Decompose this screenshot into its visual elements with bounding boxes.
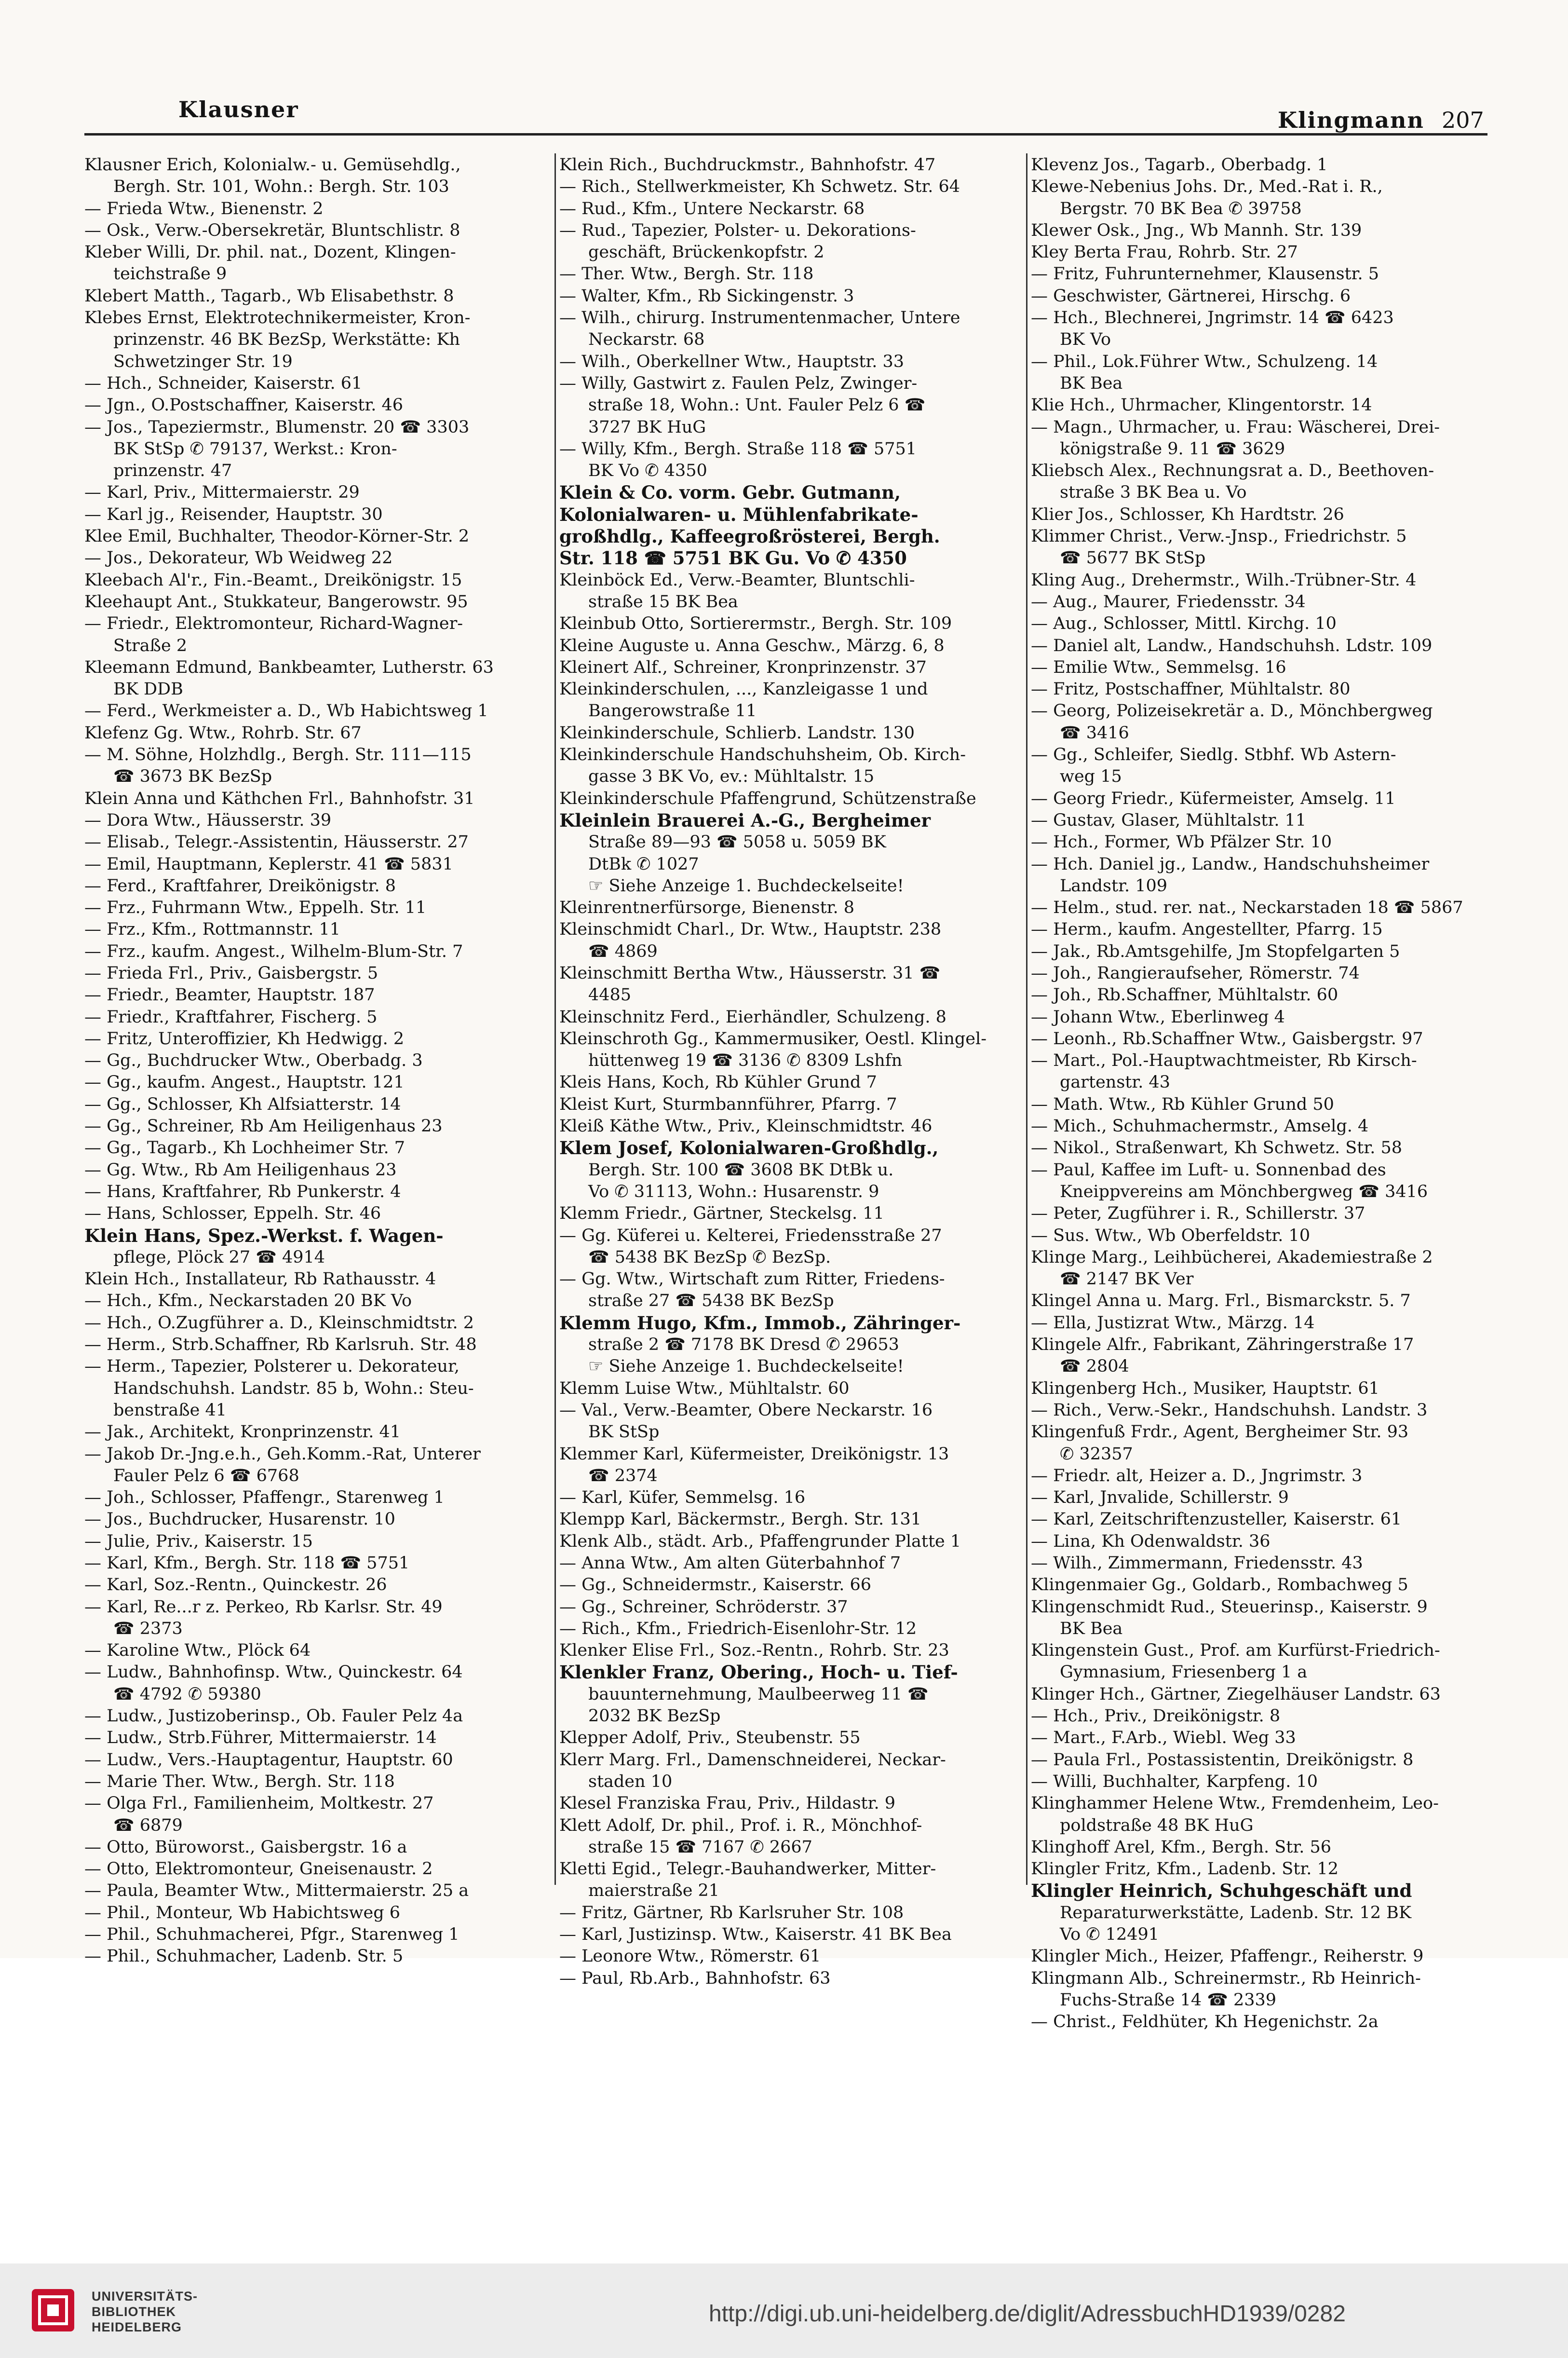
directory-entry: Kolonialwaren- u. Mühlenfabrikate- [559,504,919,525]
directory-entry: ☎ 2374 [588,1466,658,1486]
directory-entry: — Marie Ther. Wtw., Bergh. Str. 118 [84,1772,395,1791]
directory-entry: Klingenmaier Gg., Goldarb., Rombachweg 5 [1031,1575,1408,1595]
directory-entry: Bangerowstraße 11 [588,701,757,721]
directory-entry: — Hans, Kraftfahrer, Rb Punkerstr. 4 [84,1182,401,1201]
directory-entry: — Gg., Schreiner, Schröderstr. 37 [559,1597,848,1617]
directory-entry: poldstraße 48 BK HuG [1060,1815,1254,1835]
directory-entry: prinzenstr. 46 BK BezSp, Werkstätte: Kh [113,330,460,350]
directory-entry: — Willy, Gastwirt z. Faulen Pelz, Zwinger- [559,373,918,393]
directory-entry: Klingenberg Hch., Musiker, Hauptstr. 61 [1031,1378,1379,1398]
directory-entry: — Fritz, Gärtner, Rb Karlsruher Str. 108 [559,1903,904,1922]
directory-entry: — Anna Wtw., Am alten Güterbahnhof 7 [559,1554,901,1573]
running-head-left: Klausner [178,96,299,123]
directory-entry: Klebes Ernst, Elektrotechnikermeister, Kron- [84,308,471,328]
directory-entry: BK Vo [1060,330,1111,350]
directory-entry: — Aug., Schlosser, Mittl. Kirchg. 10 [1031,614,1337,634]
directory-entry: — Gg., Schleifer, Siedlg. Stbhf. Wb Astern- [1031,745,1396,765]
directory-entry: — Wilh., Zimmermann, Friedensstr. 43 [1031,1554,1363,1573]
directory-entry: straße 3 BK Bea u. Vo [1060,483,1247,503]
directory-entry: — Herm., Tapezier, Polsterer u. Dekorateur, [84,1357,460,1377]
directory-entry: Handschuhsh. Landstr. 85 b, Wohn.: Steu- [113,1378,474,1398]
directory-entry: — Karl, Priv., Mittermaierstr. 29 [84,483,360,503]
directory-entry: — Ludw., Justizoberinsp., Ob. Fauler Pelz 4a [84,1706,463,1726]
directory-entry: — Gg., Tagarb., Kh Lochheimer Str. 7 [84,1138,406,1158]
directory-entry: Klemm Hugo, Kfm., Immob., Zähringer- [559,1312,961,1334]
directory-entry: — Sus. Wtw., Wb Oberfeldstr. 10 [1031,1226,1311,1245]
directory-entry: — Leonh., Rb.Schaffner Wtw., Gaisbergstr. 97 [1031,1029,1423,1049]
directory-entry: — Hch., O.Zugführer a. D., Kleinschmidtstr. 2 [84,1313,474,1333]
directory-entry: Klein Hans, Spez.-Werkst. f. Wagen- [84,1225,444,1246]
directory-entry: — Karl, Küfer, Semmelsg. 16 [559,1488,806,1508]
directory-entry: Kleinschmitt Bertha Wtw., Häusserstr. 31 ☎ [559,963,941,983]
directory-entry: Str. 118 ☎ 5751 BK Gu. Vo ✆ 4350 [559,547,907,569]
directory-entry: gasse 3 BK Vo, ev.: Mühltalstr. 15 [588,767,875,787]
directory-entry: — Herm., Strb.Schaffner, Rb Karlsruh. Str. 48 [84,1335,477,1355]
directory-entry: Schwetzinger Str. 19 [113,352,293,371]
directory-entry: staden 10 [588,1772,673,1791]
directory-entry: — Olga Frl., Familienheim, Moltkestr. 27 [84,1794,434,1813]
directory-entry: — Jak., Rb.Amtsgehilfe, Jm Stopfelgarten 5 [1031,941,1400,961]
directory-entry: Klein Rich., Buchdruckmstr., Bahnhofstr. 47 [559,155,936,175]
directory-entry: — Paul, Rb.Arb., Bahnhofstr. 63 [559,1968,831,1988]
directory-entry: BK Bea [1060,1619,1123,1638]
directory-entry: — Val., Verw.-Beamter, Obere Neckarstr. 16 [559,1400,933,1420]
library-name-line-2: BIBLIOTHEK [92,2304,176,2319]
directory-entry: Klingler Fritz, Kfm., Ladenb. Str. 12 [1031,1859,1339,1879]
directory-entry: Kleinlein Brauerei A.-G., Bergheimer [559,809,931,831]
directory-entry: — Friedr., Elektromonteur, Richard-Wagner- [84,614,463,634]
directory-entry: gartenstr. 43 [1060,1073,1171,1092]
directory-entry: Klenkler Franz, Obering., Hoch- u. Tief- [559,1662,958,1683]
directory-entry: Klewer Osk., Jng., Wb Mannh. Str. 139 [1031,220,1362,240]
directory-entry: Kleine Auguste u. Anna Geschw., Märzg. 6, 8 [559,636,945,655]
directory-entry: — Jgn., O.Postschaffner, Kaiserstr. 46 [84,395,404,415]
directory-entry: Kleebach Al'r., Fin.-Beamt., Dreikönigstr. 15 [84,570,462,590]
directory-entry: — Karl, Justizinsp. Wtw., Kaiserstr. 41 BK Bea [559,1925,952,1945]
directory-entry: 3727 BK HuG [588,417,706,437]
directory-entry: — Frz., kaufm. Angest., Wilhelm-Blum-Str. 7 [84,941,463,961]
directory-entry: — Frz., Kfm., Rottmannstr. 11 [84,920,341,940]
directory-entry: straße 18, Wohn.: Unt. Fauler Pelz 6 ☎ [588,395,926,415]
directory-entry: Kleinkinderschule Handschuhsheim, Ob. Kirch- [559,745,966,765]
directory-entry: — Paula Frl., Postassistentin, Dreikönigstr. 8 [1031,1750,1414,1770]
directory-entry: Klein & Co. vorm. Gebr. Gutmann, [559,482,901,504]
directory-entry: Kletti Egid., Telegr.-Bauhandwerker, Mitter- [559,1859,936,1879]
directory-entry: — Jak., Architekt, Kronprinzenstr. 41 [84,1422,401,1442]
directory-entry: Straße 89—93 ☎ 5058 u. 5059 BK [588,832,886,852]
directory-entry: — Karoline Wtw., Plöck 64 [84,1641,311,1661]
directory-entry: — Johann Wtw., Eberlinweg 4 [1031,1007,1285,1027]
directory-entry: — Emil, Hauptmann, Keplerstr. 41 ☎ 5831 [84,854,453,874]
directory-entry: — Leonore Wtw., Römerstr. 61 [559,1947,821,1966]
directory-entry: Kling Aug., Drehermstr., Wilh.-Trübner-Str. 4 [1031,570,1417,590]
directory-entry: — Geschwister, Gärtnerei, Hirschg. 6 [1031,286,1351,306]
directory-entry: Fauler Pelz 6 ☎ 6768 [113,1466,299,1486]
directory-entry: — Wilh., chirurg. Instrumentenmacher, Untere [559,308,960,328]
directory-entry: Klein Anna und Käthchen Frl., Bahnhofstr. 31 [84,789,475,808]
library-name [92,2289,198,2335]
directory-entry: Klenk Alb., städt. Arb., Pfaffengrunder Platte 1 [559,1531,961,1551]
directory-entry: Klingler Mich., Heizer, Pfaffengr., Reiherstr. 9 [1031,1947,1424,1966]
library-name-line-3: HEIDELBERG [92,2320,182,2334]
library-name-line-1: UNIVERSITÄTS- [92,2289,198,2303]
directory-entry: — Rich., Stellwerkmeister, Kh Schwetz. Str. 64 [559,177,960,197]
directory-entry: — Magn., Uhrmacher, u. Frau: Wäscherei, Drei- [1031,417,1440,437]
directory-entry: — Gg. Wtw., Wirtschaft zum Ritter, Friedens- [559,1269,945,1289]
directory-entry: — Hch., Priv., Dreikönigstr. 8 [1031,1706,1281,1726]
directory-entry: — Frieda Wtw., Bienenstr. 2 [84,199,324,218]
directory-entry: — Jos., Buchdrucker, Husarenstr. 10 [84,1510,395,1529]
directory-entry: ☎ 2804 [1060,1357,1129,1377]
column-divider-1 [554,153,556,1885]
directory-entry: Klingmann Alb., Schreinermstr., Rb Heinrich- [1031,1968,1421,1988]
directory-entry: Bergh. Str. 100 ☎ 3608 BK DtBk u. [588,1160,894,1180]
directory-entry: Kley Berta Frau, Rohrb. Str. 27 [1031,243,1298,262]
directory-entry: Klinge Marg., Leihbücherei, Akademiestraße 2 [1031,1247,1433,1267]
directory-entry: Kleiß Käthe Wtw., Priv., Kleinschmidtstr. 46 [559,1117,933,1136]
directory-entry: — Frz., Fuhrmann Wtw., Eppelh. Str. 11 [84,898,427,918]
directory-entry: BK StSp ✆ 79137, Werkst.: Kron- [113,439,397,459]
directory-entry: — Ludw., Strb.Führer, Mittermaierstr. 14 [84,1728,437,1748]
directory-entry: — M. Söhne, Holzhdlg., Bergh. Str. 111—115 [84,745,472,765]
directory-entry: Klewe-Nebenius Johs. Dr., Med.-Rat i. R., [1031,177,1383,197]
directory-entry: — Gg. Küferei u. Kelterei, Friedensstraße 27 [559,1226,942,1245]
directory-entry: Gymnasium, Friesenberg 1 a [1060,1663,1308,1682]
directory-entry: — Joh., Schlosser, Pfaffengr., Starenweg 1 [84,1488,445,1508]
directory-entry: teichstraße 9 [113,264,227,284]
directory-entry: — Aug., Maurer, Friedensstr. 34 [1031,592,1306,612]
directory-entry: — Joh., Rb.Schaffner, Mühltalstr. 60 [1031,985,1338,1005]
directory-entry: Klinghoff Arel, Kfm., Bergh. Str. 56 [1031,1837,1331,1857]
directory-entry: — Willy, Kfm., Bergh. Straße 118 ☎ 5751 [559,439,917,459]
directory-entry: — Jakob Dr.-Jng.e.h., Geh.Komm.-Rat, Unterer [84,1444,481,1464]
directory-entry: prinzenstr. 47 [113,461,232,481]
directory-entry: straße 27 ☎ 5438 BK BezSp [588,1291,834,1311]
directory-entry: — Hch., Schneider, Kaiserstr. 61 [84,373,363,393]
directory-entry: Kleis Hans, Koch, Rb Kühler Grund 7 [559,1073,877,1092]
directory-entry: Kleinert Alf., Schreiner, Kronprinzenstr. 37 [559,657,927,677]
directory-entry: — Mart., Pol.-Hauptwachtmeister, Rb Kirsch- [1031,1051,1417,1071]
directory-entry: Klingler Heinrich, Schuhgeschäft und [1031,1880,1412,1902]
directory-entry: — Gg., kaufm. Angest., Hauptstr. 121 [84,1073,405,1092]
directory-entry: — Gg., Schneidermstr., Kaiserstr. 66 [559,1575,872,1595]
directory-entry: — Phil., Monteur, Wb Habichtsweg 6 [84,1903,401,1922]
directory-entry: — Jos., Dekorateur, Wb Weidweg 22 [84,548,393,568]
directory-entry: — Gg., Buchdrucker Wtw., Oberbadg. 3 [84,1051,423,1071]
directory-entry: Kleinschnitz Ferd., Eierhändler, Schulzeng. 8 [559,1007,946,1027]
directory-entry: — Karl, Zeitschriftenzusteller, Kaiserstr. 61 [1031,1510,1402,1529]
directory-entry: Fuchs-Straße 14 ☎ 2339 [1060,1990,1277,2010]
directory-entry: — Karl, Re...r z. Perkeo, Rb Karlsr. Str. 49 [84,1597,443,1617]
directory-entry: — Hch., Former, Wb Pfälzer Str. 10 [1031,832,1332,852]
directory-entry: straße 15 BK Bea [588,592,738,612]
directory-entry: — Joh., Rangieraufseher, Römerstr. 74 [1031,963,1360,983]
directory-entry: Kleinbub Otto, Sortierermstr., Bergh. Str. 109 [559,614,952,634]
directory-entry: Klee Emil, Buchhalter, Theodor-Körner-Str. 2 [84,527,470,546]
directory-entry: Kleber Willi, Dr. phil. nat., Dozent, Klingen- [84,243,456,262]
directory-entry: Kleist Kurt, Sturmbannführer, Pfarrg. 7 [559,1094,897,1114]
directory-entry: ☎ 5438 BK BezSp ✆ BezSp. [588,1247,831,1267]
directory-entry: ☎ 3416 [1060,723,1129,743]
directory-entry: Kleinböck Ed., Verw.-Beamter, Bluntschli- [559,570,915,590]
directory-entry: BK Vo ✆ 4350 [588,461,707,481]
directory-entry: — Fritz, Postschaffner, Mühltalstr. 80 [1031,680,1351,699]
directory-entry: ☎ 4869 [588,941,658,961]
directory-entry: BK StSp [588,1422,660,1442]
directory-entry: Kleinkinderschule, Schlierb. Landstr. 130 [559,723,915,743]
directory-entry: — Ferd., Kraftfahrer, Dreikönigstr. 8 [84,876,396,896]
directory-entry: Straße 2 [113,636,188,655]
directory-entry: ☎ 6879 [113,1815,183,1835]
directory-entry: DtBk ✆ 1027 [588,854,699,874]
directory-entry: — Fritz, Unteroffizier, Kh Hedwigg. 2 [84,1029,405,1049]
running-head-right: Klingmann [1278,107,1424,133]
directory-entry: — Ferd., Werkmeister a. D., Wb Habichtsweg 1 [84,701,488,721]
directory-entry: geschäft, Brückenkopfstr. 2 [588,243,825,262]
directory-entry: — Willi, Buchhalter, Karpfeng. 10 [1031,1772,1318,1791]
directory-entry: — Hch., Kfm., Neckarstaden 20 BK Vo [84,1291,412,1311]
directory-entry: — Julie, Priv., Kaiserstr. 15 [84,1531,313,1551]
directory-entry: — Peter, Zugführer i. R., Schillerstr. 37 [1031,1204,1365,1224]
directory-entry: — Rich., Kfm., Friedrich-Eisenlohr-Str. 12 [559,1619,917,1638]
directory-entry: — Jos., Tapeziermstr., Blumenstr. 20 ☎ 3303 [84,417,470,437]
directory-entry: — Paul, Kaffee im Luft- u. Sonnenbad des [1031,1160,1386,1180]
directory-entry: pflege, Plöck 27 ☎ 4914 [113,1247,325,1267]
column-3 [1031,154,1503,2033]
directory-entry: Klingele Alfr., Fabrikant, Zähringerstraße 17 [1031,1335,1414,1355]
directory-entry: Kneippvereins am Mönchbergweg ☎ 3416 [1060,1182,1428,1201]
directory-entry: — Phil., Schuhmacher, Ladenb. Str. 5 [84,1947,404,1966]
header-rule [84,133,1487,136]
directory-entry: Klingenstein Gust., Prof. am Kurfürst-Friedrich- [1031,1641,1440,1661]
directory-entry: — Ther. Wtw., Bergh. Str. 118 [559,264,814,284]
directory-entry: ✆ 32357 [1060,1444,1133,1464]
directory-entry: Klenker Elise Frl., Soz.-Rentn., Rohrb. Str. 23 [559,1641,949,1661]
directory-entry: Klingenschmidt Rud., Steuerinsp., Kaiserstr. 9 [1031,1597,1428,1617]
directory-entry: — Hch. Daniel jg., Landw., Handschuhsheimer [1031,854,1430,874]
directory-entry: Klett Adolf, Dr. phil., Prof. i. R., Mönchhof- [559,1815,922,1835]
column-2 [559,154,1041,1990]
directory-entry: Klimmer Christ., Verw.-Jnsp., Friedrichstr. 5 [1031,527,1407,546]
university-seal-icon [29,2286,77,2334]
directory-entry: — Georg, Polizeisekretär a. D., Mönchbergweg [1031,701,1433,721]
directory-entry: Kliebsch Alex., Rechnungsrat a. D., Beethoven- [1031,461,1434,481]
directory-entry: königstraße 9. 11 ☎ 3629 [1060,439,1285,459]
directory-entry: — Paula, Beamter Wtw., Mittermaierstr. 25 a [84,1881,469,1901]
directory-entry: BK Bea [1060,373,1123,393]
directory-entry: Reparaturwerkstätte, Ladenb. Str. 12 BK [1060,1903,1412,1922]
directory-entry: — Christ., Feldhüter, Kh Hegenichstr. 2a [1031,2012,1379,2032]
directory-entry: ☞ Siehe Anzeige 1. Buchdeckelseite! [588,1357,904,1377]
directory-entry: — Elisab., Telegr.-Assistentin, Häusserstr. 27 [84,832,469,852]
directory-entry: Kleinkinderschulen, ..., Kanzleigasse 1 und [559,680,928,699]
directory-entry: bauunternehmung, Maulbeerweg 11 ☎ [588,1684,929,1704]
directory-entry: — Friedr. alt, Heizer a. D., Jngrimstr. 3 [1031,1466,1363,1486]
directory-entry: Klempp Karl, Bäckermstr., Bergh. Str. 131 [559,1510,922,1529]
directory-entry: — Rud., Tapezier, Polster- u. Dekorations- [559,220,916,240]
directory-entry: ☞ Siehe Anzeige 1. Buchdeckelseite! [588,876,904,896]
column-1 [84,154,567,1968]
directory-entry: Landstr. 109 [1060,876,1168,896]
directory-entry: — Ludw., Vers.-Hauptagentur, Hauptstr. 60 [84,1750,453,1770]
directory-entry: — Rud., Kfm., Untere Neckarstr. 68 [559,199,865,218]
directory-entry: großhdlg., Kaffeegroßrösterei, Bergh. [559,526,940,547]
directory-entry: — Otto, Büroworst., Gaisbergstr. 16 a [84,1837,407,1857]
directory-entry: — Hch., Blechnerei, Jngrimstr. 14 ☎ 6423 [1031,308,1394,328]
directory-entry: — Frieda Frl., Priv., Gaisbergstr. 5 [84,963,378,983]
directory-entry: Klevenz Jos., Tagarb., Oberbadg. 1 [1031,155,1328,175]
directory-entry: BK DDB [113,680,183,699]
directory-entry: — Lina, Kh Odenwaldstr. 36 [1031,1531,1271,1551]
directory-entry: maierstraße 21 [588,1881,720,1901]
page-number: 207 [1442,107,1484,133]
directory-entry: Vo ✆ 31113, Wohn.: Husarenstr. 9 [588,1182,879,1201]
directory-entry: Klepper Adolf, Priv., Steubenstr. 55 [559,1728,861,1748]
directory-entry: hüttenweg 19 ☎ 3136 ✆ 8309 Lshfn [588,1051,903,1071]
directory-entry: — Mich., Schuhmachermstr., Amselg. 4 [1031,1117,1369,1136]
directory-entry: — Gg. Wtw., Rb Am Heiligenhaus 23 [84,1160,397,1180]
directory-entry: Bergstr. 70 BK Bea ✆ 39758 [1060,199,1302,218]
directory-entry: Neckarstr. 68 [588,330,705,350]
directory-entry: — Georg Friedr., Küfermeister, Amselg. 11 [1031,789,1396,808]
directory-entry: benstraße 41 [113,1400,227,1420]
directory-entry: straße 15 ☎ 7167 ✆ 2667 [588,1837,812,1857]
directory-entry: Klerr Marg. Frl., Damenschneiderei, Neckar- [559,1750,946,1770]
directory-entry: — Karl jg., Reisender, Hauptstr. 30 [84,504,383,524]
column-divider-2 [1026,153,1027,1885]
directory-entry: — Phil., Schuhmacherei, Pfgr., Starenweg 1 [84,1925,460,1945]
directory-entry: ☎ 4792 ✆ 59380 [113,1684,261,1704]
directory-entry: Klingenfuß Frdr., Agent, Bergheimer Str. 93 [1031,1422,1409,1442]
directory-entry: — Phil., Lok.Führer Wtw., Schulzeng. 14 [1031,352,1378,371]
directory-entry: Klefenz Gg. Wtw., Rohrb. Str. 67 [84,723,362,743]
directory-entry: — Herm., kaufm. Angestellter, Pfarrg. 15 [1031,920,1383,940]
permalink-url[interactable]: http://digi.ub.uni-heidelberg.de/diglit/AdressbuchHD1939/0282 [709,2301,1346,2327]
directory-entry: — Ludw., Bahnhofinsp. Wtw., Quinckestr. 64 [84,1663,463,1682]
directory-entry: Klem Josef, Kolonialwaren-Großhdlg., [559,1137,939,1159]
directory-entry: — Ella, Justizrat Wtw., Märzg. 14 [1031,1313,1315,1333]
directory-entry: Klie Hch., Uhrmacher, Klingentorstr. 14 [1031,395,1372,415]
directory-entry: Klemmer Karl, Küfermeister, Dreikönigstr. 13 [559,1444,949,1464]
directory-entry: — Daniel alt, Landw., Handschuhsh. Ldstr. 109 [1031,636,1433,655]
directory-entry: Kleemann Edmund, Bankbeamter, Lutherstr. 63 [84,657,494,677]
directory-entry: — Rich., Verw.-Sekr., Handschuhsh. Landstr. 3 [1031,1400,1428,1420]
directory-entry: ☎ 5677 BK StSp [1060,548,1206,568]
directory-entry: — Emilie Wtw., Semmelsg. 16 [1031,657,1286,677]
directory-entry: Klinger Hch., Gärtner, Ziegelhäuser Landstr. 63 [1031,1684,1441,1704]
directory-entry: Bergh. Str. 101, Wohn.: Bergh. Str. 103 [113,177,449,197]
directory-entry: — Mart., F.Arb., Wiebl. Weg 33 [1031,1728,1296,1748]
directory-entry: — Fritz, Fuhrunternehmer, Klausenstr. 5 [1031,264,1379,284]
directory-entry: — Karl, Kfm., Bergh. Str. 118 ☎ 5751 [84,1554,410,1573]
directory-entry: weg 15 [1060,767,1122,787]
directory-entry: Klein Hch., Installateur, Rb Rathausstr. 4 [84,1269,436,1289]
directory-entry: ☎ 3673 BK BezSp [113,767,272,787]
directory-entry: Klinghammer Helene Wtw., Fremdenheim, Leo- [1031,1794,1439,1813]
directory-entry: 4485 [588,985,632,1005]
directory-entry: — Dora Wtw., Häusserstr. 39 [84,810,332,830]
directory-entry: Klier Jos., Schlosser, Kh Hardtstr. 26 [1031,504,1344,524]
directory-entry: — Karl, Jnvalide, Schillerstr. 9 [1031,1488,1289,1508]
directory-entry: — Friedr., Kraftfahrer, Fischerg. 5 [84,1007,378,1027]
directory-entry: — Walter, Kfm., Rb Sickingenstr. 3 [559,286,854,306]
directory-entry: — Hans, Schlosser, Eppelh. Str. 46 [84,1204,381,1224]
directory-entry: Klesel Franziska Frau, Priv., Hildastr. 9 [559,1794,896,1813]
directory-entry: — Gg., Schreiner, Rb Am Heiligenhaus 23 [84,1117,443,1136]
directory-entry: Klebert Matth., Tagarb., Wb Elisabethstr. 8 [84,286,454,306]
directory-entry: Vo ✆ 12491 [1060,1925,1160,1945]
directory-entry: Kleinrentnerfürsorge, Bienenstr. 8 [559,898,855,918]
directory-entry: — Osk., Verw.-Obersekretär, Bluntschlistr. 8 [84,220,460,240]
directory-entry: — Gustav, Glaser, Mühltalstr. 11 [1031,810,1307,830]
directory-entry: Kleinschroth Gg., Kammermusiker, Oestl. Klingel- [559,1029,987,1049]
directory-entry: — Friedr., Beamter, Hauptstr. 187 [84,985,375,1005]
directory-entry: straße 2 ☎ 7178 BK Dresd ✆ 29653 [588,1335,899,1355]
directory-entry: Kleinschmidt Charl., Dr. Wtw., Hauptstr. 238 [559,920,942,940]
directory-entry: — Nikol., Straßenwart, Kh Schwetz. Str. 58 [1031,1138,1403,1158]
directory-entry: Klemm Luise Wtw., Mühltalstr. 60 [559,1378,850,1398]
directory-entry: 2032 BK BezSp [588,1706,721,1726]
directory-entry: Klausner Erich, Kolonialw.- u. Gemüsehdlg., [84,155,461,175]
directory-entry: ☎ 2373 [113,1619,183,1638]
directory-entry: — Karl, Soz.-Rentn., Quinckestr. 26 [84,1575,387,1595]
directory-entry: — Gg., Schlosser, Kh Alfsiatterstr. 14 [84,1094,401,1114]
directory-entry: — Math. Wtw., Rb Kühler Grund 50 [1031,1094,1334,1114]
directory-entry: Kleinkinderschule Pfaffengrund, Schützenstraße [559,789,976,808]
directory-entry: Kleehaupt Ant., Stukkateur, Bangerowstr. 95 [84,592,468,612]
directory-entry: — Otto, Elektromonteur, Gneisenaustr. 2 [84,1859,433,1879]
directory-entry: ☎ 2147 BK Ver [1060,1269,1194,1289]
directory-entry: — Helm., stud. rer. nat., Neckarstaden 18 ☎ 5867 [1031,898,1463,918]
directory-entry: — Wilh., Oberkellner Wtw., Hauptstr. 33 [559,352,905,371]
directory-entry: Klemm Friedr., Gärtner, Steckelsg. 11 [559,1204,884,1224]
directory-entry: Klingel Anna u. Marg. Frl., Bismarckstr. 5. 7 [1031,1291,1411,1311]
